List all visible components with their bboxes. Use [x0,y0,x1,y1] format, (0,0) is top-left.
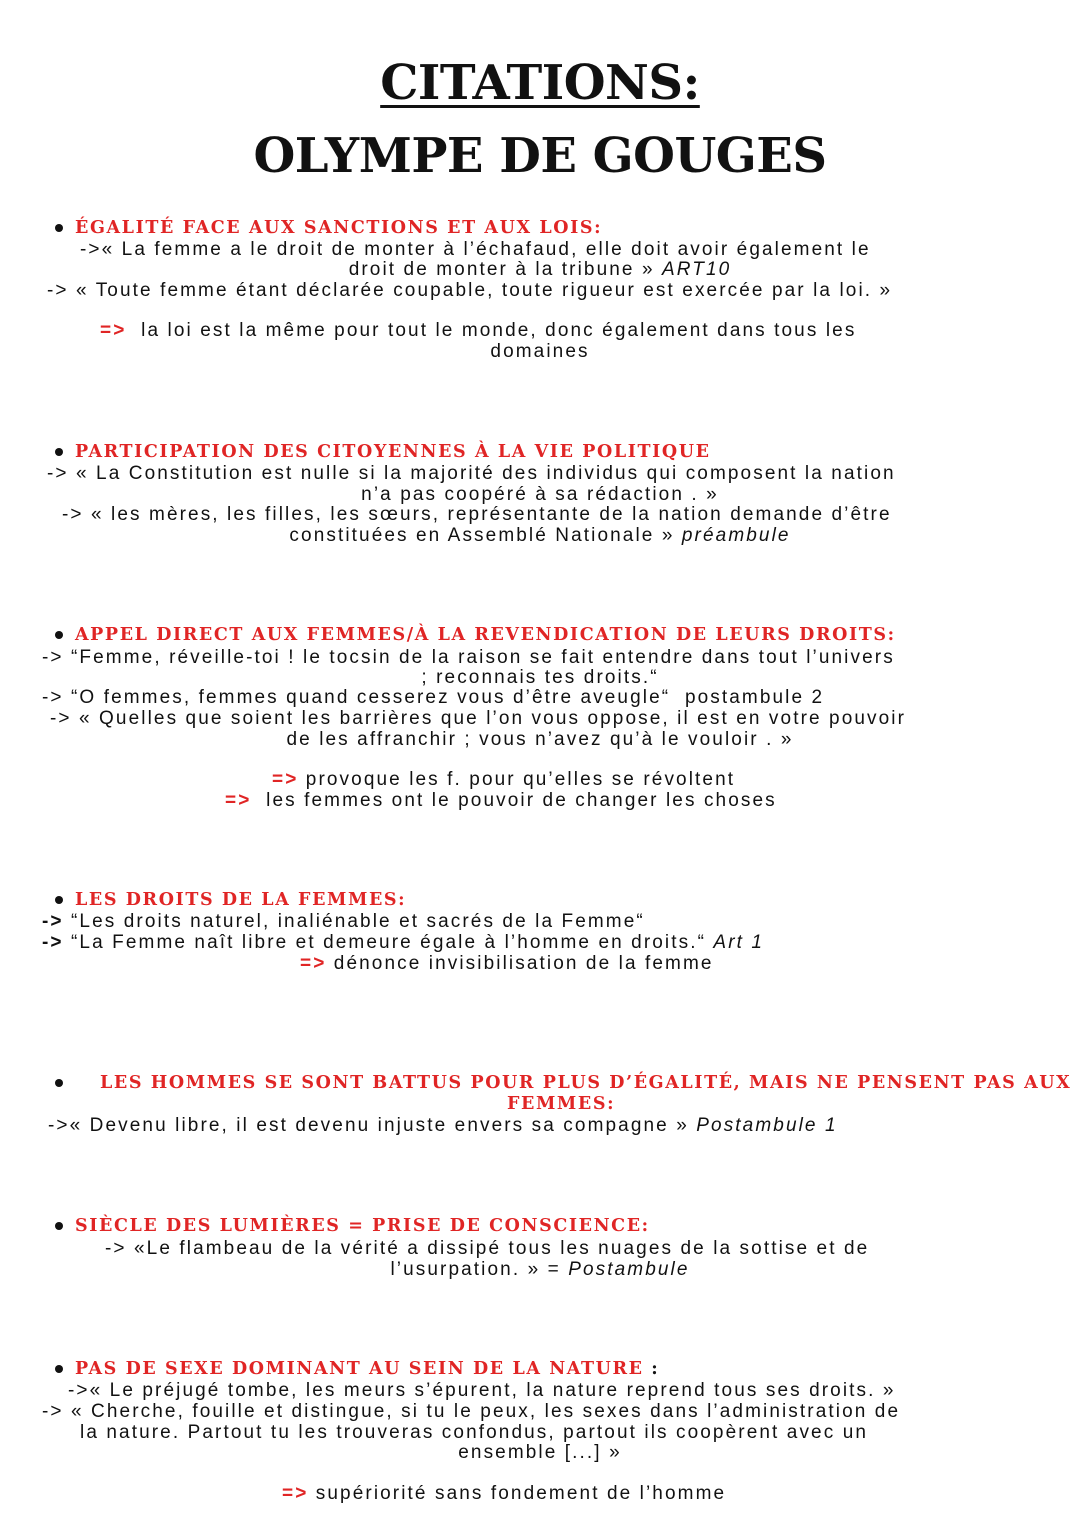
quote-line [300,953,714,975]
quote-reference: ART10 [662,259,732,280]
section-heading-text: LES DROITS DE LA FEMMES: [75,890,407,910]
quote-line [42,932,764,954]
quote-text: “La Femme naît libre et demeure égale à l’homme en droits.“ [63,932,714,953]
quote-line [0,484,1080,506]
arrow-icon: -> [42,1401,64,1422]
quote-text: « Cherche, fouille et distingue, si tu le peux, les sexes dans l’administration de [63,1401,901,1422]
quote-text: “O femmes, femmes quand cesserez vous d’être aveugle“ postambule 2 [63,687,825,708]
conclusion-arrow-icon: => [225,790,252,811]
quote-line [100,320,856,342]
arrow-icon: -> [42,647,64,668]
quote-text: la nature. Partout tu les trouveras confondus, partout ils coopèrent avec un [80,1422,869,1443]
bullet-icon [55,1079,63,1087]
arrow-icon: -> [42,911,64,932]
section-heading [75,441,711,463]
bullet-icon [55,1365,63,1373]
section-heading-text: ÉGALITÉ FACE AUX SANCTIONS ET AUX LOIS: [75,218,603,238]
quote-reference: Postambule 1 [696,1115,838,1136]
quote-text: provoque les f. pour qu’elles se révoltent [298,769,736,790]
arrow-icon: -> [42,687,64,708]
section-heading [75,624,896,646]
page-subtitle: OLYMPE DE GOUGES [253,128,827,184]
quote-reference: Postambule [568,1259,690,1280]
quote-text: ; reconnais tes droits.“ [421,667,659,688]
quote-line [80,1422,868,1444]
quote-line [272,769,735,791]
quote-line [225,790,777,812]
quote-line [47,280,892,302]
quote-text: supériorité sans fondement de l’homme [308,1483,727,1504]
quote-text: constituées en Assemblé Nationale » [289,525,682,546]
section-heading-text: LES HOMMES SE SONT BATTUS POUR PLUS D’ÉGALITÉ, MAIS NE PENSENT PAS AUX [100,1073,1072,1093]
quote-line [68,1380,896,1402]
quote-text: droit de monter à la tribune » [348,259,662,280]
quote-line [0,259,1080,281]
arrow-icon: -> [68,1380,90,1401]
quote-text: l’usurpation. » = [390,1259,569,1280]
quote-text: n’a pas coopéré à sa rédaction . » [361,484,719,505]
quote-line [282,1483,726,1505]
quote-text: « Toute femme étant déclarée coupable, toute rigueur est exercée par la loi. » [68,280,893,301]
quote-line [0,341,1080,363]
arrow-icon: -> [80,239,102,260]
arrow-icon: -> [62,504,84,525]
arrow-icon: -> [42,932,64,953]
section-heading-text: APPEL DIRECT AUX FEMMES/À LA REVENDICATION DE LEURS DROITS: [75,625,896,645]
quote-text: «Le flambeau de la vérité a dissipé tous les nuages de la sottise et de [126,1238,870,1259]
arrow-icon: -> [48,1115,70,1136]
quote-line [62,504,892,526]
quote-text: domaines [490,341,590,362]
quote-line [50,708,906,730]
quote-text: “Femme, réveille-toi ! le tocsin de la raison se fait entendre dans tout l’univers [63,647,895,668]
quote-reference: Art 1 [713,932,765,953]
conclusion-arrow-icon: => [272,769,299,790]
bullet-icon [55,448,63,456]
page-title: CITATIONS: [380,55,700,111]
quote-line [0,729,1080,751]
quote-text: la loi est la même pour tout le monde, donc également dans tous les [126,320,857,341]
section-heading [75,1358,659,1380]
conclusion-arrow-icon: => [300,953,327,974]
section-heading [75,889,406,911]
bullet-icon [55,224,63,232]
quote-line [105,1238,869,1260]
quote-text: les femmes ont le pouvoir de changer les choses [251,790,777,811]
section-heading [75,1215,650,1237]
arrow-icon: -> [105,1238,127,1259]
quote-line [47,463,896,485]
quote-line [42,1401,900,1423]
quote-text: « Le préjugé tombe, les meurs s’épurent, la nature reprend tous ses droits. » [89,1380,896,1401]
arrow-icon: -> [47,280,69,301]
quote-text: « Quelles que soient les barrières que l’on vous oppose, il est en votre pouvoir [71,708,907,729]
quote-line [42,687,824,709]
quote-text: « Devenu libre, il est devenu injuste envers sa compagne » [69,1115,697,1136]
quote-text: ensemble [...] » [458,1442,622,1463]
quote-line [0,667,1080,689]
conclusion-arrow-icon: => [100,320,127,341]
section-heading [100,1072,1071,1094]
quote-text: dénonce invisibilisation de la femme [326,953,714,974]
arrow-icon: -> [47,463,69,484]
quote-line [42,911,645,933]
quote-line [48,1115,838,1137]
quote-text: de les affranchir ; vous n’avez qu’à le vouloir . » [286,729,794,750]
bullet-icon [55,896,63,904]
section-heading [75,217,602,239]
conclusion-arrow-icon: => [282,1483,309,1504]
quote-text: « La Constitution est nulle si la majorité des individus qui composent la nation [68,463,896,484]
quote-text: « La femme a le droit de monter à l’échafaud, elle doit avoir également le [101,239,871,260]
quote-line [0,1259,1080,1281]
quote-reference: préambule [681,525,791,546]
quote-line [42,647,895,669]
section-heading-continued: FEMMES: [507,1094,616,1114]
bullet-icon [55,1222,63,1230]
bullet-icon [55,631,63,639]
quote-text: « les mères, les filles, les sœurs, représentante de la nation demande d’être [83,504,892,525]
quote-line [80,239,871,261]
section-heading-text: PARTICIPATION DES CITOYENNES À LA VIE POLITIQUE [75,442,711,462]
quote-line [0,1442,1080,1464]
section-heading-suffix: : [643,1359,660,1379]
section-heading-text: SIÈCLE DES LUMIÈRES = PRISE DE CONSCIENCE: [75,1216,650,1236]
quote-text: “Les droits naturel, inaliénable et sacrés de la Femme“ [63,911,645,932]
section-heading-text: PAS DE SEXE DOMINANT AU SEIN DE LA NATURE [75,1359,644,1379]
quote-line [0,525,1080,547]
arrow-icon: -> [50,708,72,729]
